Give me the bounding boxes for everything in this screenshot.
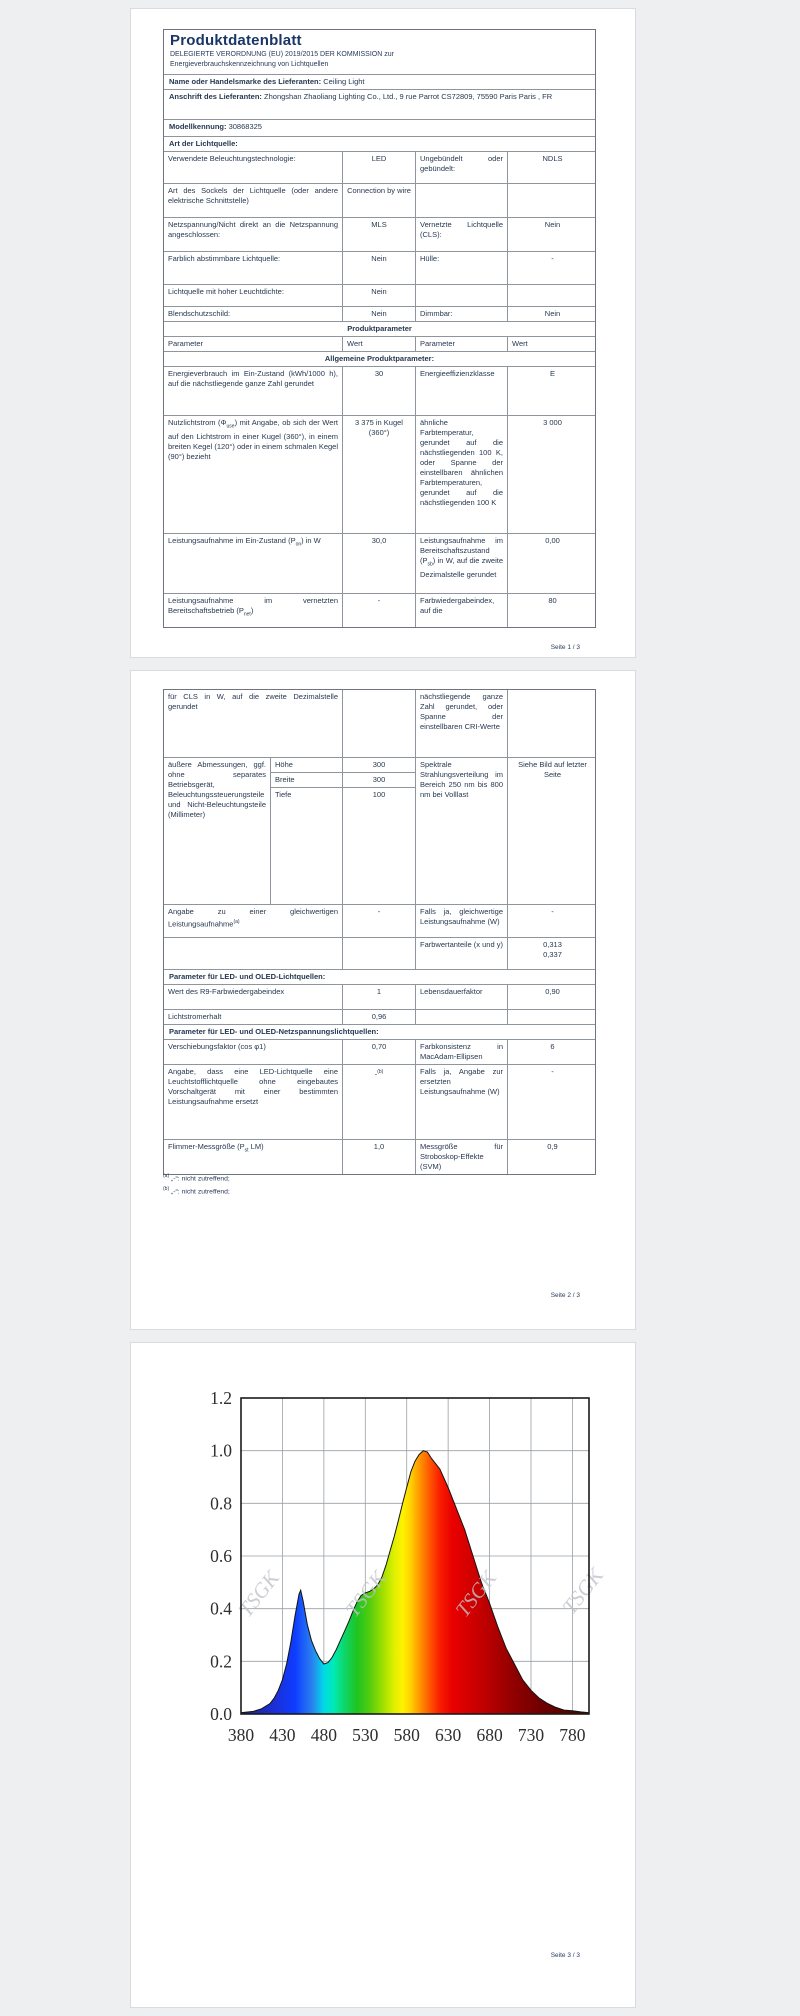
section-led-oled: Parameter für LED- und OLED-Lichtquellen: — [164, 970, 595, 985]
table-row — [164, 1040, 595, 1065]
table-row — [164, 252, 595, 285]
param-label-cell — [164, 938, 342, 969]
svg-text:730: 730 — [517, 1725, 545, 1745]
value-cell: 0,90 — [507, 985, 597, 1009]
table-row — [164, 534, 595, 594]
svg-text:1.0: 1.0 — [210, 1440, 232, 1461]
svg-text:0.2: 0.2 — [210, 1651, 232, 1672]
table-row — [164, 1065, 595, 1140]
param-label-cell: Farbwertanteile (x und y) — [415, 938, 507, 969]
param-label-cell — [415, 1010, 507, 1024]
table-row — [164, 938, 595, 970]
param-label-cell: Wert des R9-Farbwiedergabeindex — [168, 987, 285, 996]
dimension-subrow — [270, 758, 415, 773]
param-label-cell: Netzspannung/Nicht direkt an die Netzspannung angeschlossen: — [168, 220, 338, 239]
value-cell: - — [507, 1065, 597, 1139]
value-cell: 30,0 — [342, 534, 415, 593]
header-cell: Wert — [342, 337, 415, 351]
value-cell: 80 — [507, 594, 597, 627]
svg-text:0.6: 0.6 — [210, 1546, 232, 1566]
svg-text:430: 430 — [269, 1725, 296, 1745]
param-label-cell: Leistungsaufnahme im vernetzten Bereitschaftsbetrieb $(P_{net})$ — [168, 596, 338, 618]
section-led-oled-mains: Parameter für LED- und OLED-Netzspannungslichtquellen: — [164, 1025, 595, 1040]
svg-text:630: 630 — [435, 1725, 462, 1745]
table-row — [164, 1010, 595, 1025]
dimensions-subtable — [270, 758, 415, 904]
page-number: Seite 3 / 3 — [550, 1952, 580, 1959]
supplier-address-row — [164, 90, 595, 120]
value-cell: - — [507, 905, 597, 937]
regulation-text: DELEGIERTE VERORDNUNG (EU) 2019/2015 DER KOMMISSION zur Energieverbrauchskennzeichnung von Lichtquellen — [170, 51, 394, 68]
general-parameters-header: Allgemeine Produktparameter: — [164, 352, 595, 367]
dimension-name: Tiefe — [270, 788, 342, 904]
footnote: $^{(a)}$ „-“: nicht zutreffend; — [163, 1173, 230, 1183]
page1-table — [163, 29, 596, 628]
param-label-cell: Ungebündelt oder gebündelt: — [415, 152, 507, 183]
param-label-cell: Lichtquelle mit hoher Leuchtdichte: — [168, 287, 284, 296]
footnote: $^{(b)}$ „-“: nicht zutreffend; — [163, 1186, 230, 1196]
param-label-cell: Angabe zu einer gleichwertigen Leistungsaufnahme$^{(a)}$ — [168, 907, 338, 929]
value-cell: 1 — [342, 985, 415, 1009]
param-label-cell: Dimmbar: — [415, 307, 507, 321]
value-cell: 0,313 0,337 — [507, 938, 597, 969]
section-light-source-type: Art der Lichtquelle: — [164, 137, 595, 152]
value-cell: Nein — [342, 285, 415, 306]
param-label-cell: Leistungsaufnahme im Bereitschaftszustand $(P_{sb})$ in W, auf die zweite Dezimalstelle gerundet — [415, 534, 507, 593]
value-cell: 0,00 — [507, 534, 597, 593]
table-row — [164, 985, 595, 1010]
value-cell: Nein — [342, 252, 415, 284]
svg-text:580: 580 — [393, 1725, 420, 1745]
value-cell — [507, 690, 597, 757]
value-cell — [507, 1010, 597, 1024]
value-cell: E — [507, 367, 597, 415]
param-label-cell: Angabe, dass eine LED-Lichtquelle eine Leuchtstofflichtquelle ohne eingebautes Vorschaltgerät mit einer bestimmten Leistungsaufnahme ersetzt — [168, 1067, 338, 1106]
value-cell: NDLS — [507, 152, 597, 183]
value-cell — [342, 938, 415, 969]
value-cell: Nein — [507, 307, 597, 321]
value-cell: 6 — [507, 1040, 597, 1064]
param-label-cell: Lebensdauerfaktor — [415, 985, 507, 1009]
svg-text:380: 380 — [227, 1725, 255, 1745]
value-cell — [342, 690, 415, 757]
supplier-address-label: Anschrift des Lieferanten: — [169, 92, 262, 101]
value-cell: 0,9 — [507, 1140, 597, 1174]
value-cell: Siehe Bild auf letzter Seite — [507, 758, 597, 904]
footnotes — [163, 1171, 230, 1198]
param-label-cell: ähnliche Farbtemperatur, gerundet auf die nächstliegenden 100 K, oder Spanne der einstellbaren ähnlichen Farbtemperaturen, gerundet auf die nächstliegenden 100 K — [415, 416, 507, 533]
value-cell: 3 000 — [507, 416, 597, 533]
supplier-name-row — [164, 75, 595, 90]
param-label-cell: Farbwiedergabeindex, auf die — [415, 594, 507, 627]
value-cell: -$^{(b)}$ — [342, 1065, 415, 1139]
product-parameters-header: Produktparameter — [164, 322, 595, 337]
spectral-distribution-chart — [131, 1373, 636, 1793]
param-label-cell: Leistungsaufnahme im Ein-Zustand $(P_{on})$ in W — [168, 536, 321, 548]
param-label-cell: Verwendete Beleuchtungstechnologie: — [168, 154, 296, 163]
svg-text:TSGK: TSGK — [340, 1566, 391, 1622]
table-row — [164, 367, 595, 416]
param-label-cell: für CLS in W, auf die zweite Dezimalstelle gerundet — [168, 692, 338, 711]
model-value: 30868325 — [228, 122, 262, 131]
value-cell: Nein — [507, 218, 597, 251]
value-cell — [507, 184, 597, 217]
page-number: Seite 2 / 3 — [550, 1292, 580, 1299]
table-row — [164, 1140, 595, 1174]
header-cell: Parameter — [415, 337, 507, 351]
page-number: Seite 1 / 3 — [550, 644, 580, 651]
svg-text:TSGK: TSGK — [450, 1566, 502, 1622]
dimension-value: 300 — [342, 773, 415, 787]
param-label-cell: Lichtstromerhalt — [168, 1012, 222, 1021]
dimension-subrow — [270, 773, 415, 788]
value-cell: 30 — [342, 367, 415, 415]
value-cell: Nein — [342, 307, 415, 321]
table-row — [164, 285, 595, 307]
svg-text:1.2: 1.2 — [210, 1388, 232, 1408]
value-cell: 1,0 — [342, 1140, 415, 1174]
model-label: Modellkennung: — [169, 122, 227, 131]
supplier-name-label: Name oder Handelsmarke des Lieferanten: — [169, 77, 322, 86]
parameter-wert-header-row — [164, 337, 595, 352]
dimension-value: 300 — [342, 758, 415, 772]
svg-text:0.8: 0.8 — [210, 1493, 232, 1514]
param-label-cell: Energieeffizienzklasse — [415, 367, 507, 415]
table-row — [164, 594, 595, 627]
svg-text:480: 480 — [310, 1725, 337, 1745]
value-cell: 0,96 — [342, 1010, 415, 1024]
param-label-cell: äußere Abmessungen, ggf. ohne separates Betriebsgerät, Beleuchtungssteuerungsteile und Nicht-Beleuchtungsteile (Millimeter) — [168, 760, 266, 819]
svg-text:680: 680 — [476, 1725, 503, 1745]
param-label-cell: Farblich abstimmbare Lichtquelle: — [168, 254, 281, 263]
title-block — [164, 30, 595, 75]
svg-text:780: 780 — [559, 1725, 586, 1745]
param-label-cell — [415, 184, 507, 217]
table-row — [164, 690, 595, 758]
model-row — [164, 120, 595, 137]
param-label-cell: Art des Sockels der Lichtquelle (oder andere elektrische Schnittstelle) — [168, 186, 338, 205]
supplier-address-value: Zhongshan Zhaoliang Lighting Co., Ltd., 9 rue Parrot CS72809, 75590 Paris Paris , FR — [264, 92, 553, 101]
table-row — [164, 307, 595, 322]
datasheet-page-3 — [130, 1342, 636, 2008]
page-title: Produktdatenblatt — [170, 32, 302, 49]
param-label-cell: Vernetzte Lichtquelle (CLS): — [415, 218, 507, 251]
datasheet-page-1 — [130, 8, 636, 658]
value-cell: MLS — [342, 218, 415, 251]
svg-text:TSGK: TSGK — [233, 1566, 284, 1622]
value-cell: - — [507, 252, 597, 284]
param-label-cell: Verschiebungsfaktor (cos φ1) — [168, 1042, 266, 1051]
dimension-subrow — [270, 788, 415, 904]
svg-text:0.4: 0.4 — [210, 1598, 232, 1619]
table-row — [164, 218, 595, 252]
dimension-name: Breite — [270, 773, 342, 787]
page2-table — [163, 689, 596, 1175]
param-label-cell: Messgröße für Stroboskop-Effekte (SVM) — [415, 1140, 507, 1174]
param-label-cell: Falls ja, Angabe zur ersetzten Leistungsaufnahme (W) — [415, 1065, 507, 1139]
param-label-cell: Energieverbrauch im Ein-Zustand (kWh/1000 h), auf die nächstliegende ganze Zahl gerundet — [168, 369, 338, 388]
dimension-value: 100 — [342, 788, 415, 904]
svg-text:TSGK: TSGK — [557, 1563, 608, 1619]
header-cell: Wert — [507, 337, 597, 351]
param-label-cell: Spektrale Strahlungsverteilung im Bereich 250 nm bis 800 nm bei Volllast — [415, 758, 507, 904]
header-cell: Parameter — [168, 339, 204, 348]
value-cell: - — [342, 905, 415, 937]
value-cell: - — [342, 594, 415, 627]
svg-text:0.0: 0.0 — [210, 1704, 232, 1724]
value-cell: 3 375 in Kugel (360°) — [342, 416, 415, 533]
value-cell: Connection by wire — [342, 184, 415, 217]
param-label-cell — [415, 285, 507, 306]
table-row — [164, 416, 595, 534]
value-cell — [507, 285, 597, 306]
param-label-cell: Farbkonsistenz in MacAdam-Ellipsen — [415, 1040, 507, 1064]
value-cell: 0,70 — [342, 1040, 415, 1064]
param-label-cell: Hülle: — [415, 252, 507, 284]
param-label-cell: Flimmer-Messgröße ($P_{st}$ LM) — [168, 1142, 264, 1154]
supplier-name-value: Ceiling Light — [323, 77, 365, 86]
svg-text:530: 530 — [352, 1725, 379, 1745]
param-label-cell: Nutzlichtstrom $(\Phi_{use})$ mit Angabe, ob sich der Wert auf den Lichtstrom in einer Kugel (360°), in einem breiten Kegel (120°) oder in einem schmalen Kegel (90°) bezieht — [168, 418, 338, 461]
datasheet-page-2 — [130, 670, 636, 1330]
param-label-cell: Blendschutzschild: — [168, 309, 231, 318]
dimension-name: Höhe — [270, 758, 342, 772]
table-row — [164, 905, 595, 938]
table-row — [164, 184, 595, 218]
dimensions-row — [164, 758, 595, 905]
param-label-cell: Falls ja, gleichwertige Leistungsaufnahme (W) — [415, 905, 507, 937]
table-row — [164, 152, 595, 184]
param-label-cell: nächstliegende ganze Zahl gerundet, oder Spanne der einstellbaren CRI-Werte — [415, 690, 507, 757]
value-cell: LED — [342, 152, 415, 183]
